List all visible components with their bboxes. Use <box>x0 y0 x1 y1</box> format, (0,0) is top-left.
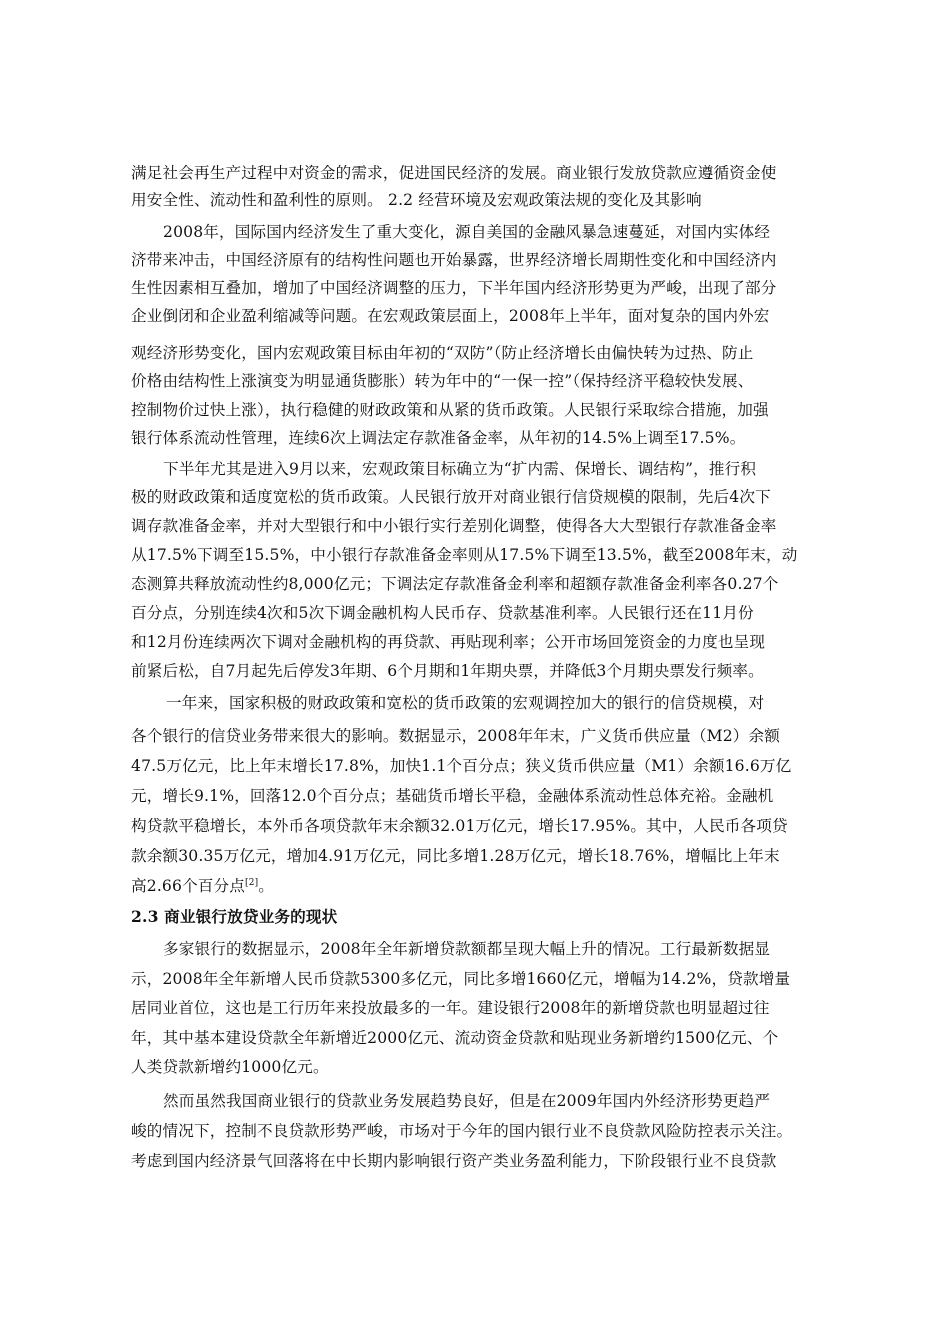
paragraph-3-line-1: 下半年尤其是进入9月以来，宏观政策目标确立为“扩内需、保增长、调结构”，推行积 <box>163 460 757 478</box>
paragraph-2-line-6: 价格由结构性上涨演变为明显通货膨胀）转为年中的“一保一控”（保持经济平稳较快发展、 <box>131 372 754 390</box>
paragraph-4-line-3: 47.5万亿元，比上年末增长17.8%，加快1.1个百分点；狭义货币供应量（M1）余额16.6万亿 <box>131 757 792 775</box>
paragraph-1-line-2: 用安全性、流动性和盈利性的原则。 2.2 经营环境及宏观政策法规的变化及其影响 <box>131 191 702 209</box>
paragraph-2-line-8: 银行体系流动性管理，连续6次上调法定存款准备金率，从年初的14.5%上调至17.5%。 <box>131 429 746 447</box>
paragraph-4-line-1: 一年来，国家积极的财政政策和宽松的货币政策的宏观调控加大的银行的信贷规模，对 <box>166 694 765 712</box>
paragraph-4-line-7-text: 高2.66个百分点 <box>131 877 246 895</box>
paragraph-6-line-2: 峻的情况下，控制不良贷款形势严峻，市场对于今年的国内银行业不良贷款风险防控表示关注。 <box>131 1122 793 1140</box>
paragraph-5-line-5: 人类贷款新增约1000亿元。 <box>131 1058 329 1076</box>
paragraph-3-line-6: 百分点，分别连续4次和5次下调金融机构人民币存、贷款基准利率。人民银行还在11月份 <box>131 604 754 622</box>
paragraph-3-line-4: 从17.5%下调至15.5%，中小银行存款准备金率则从17.5%下调至13.5%，截至2008年末，动 <box>131 546 798 564</box>
paragraph-5-line-1: 多家银行的数据显示，2008年全年新增贷款额都呈现大幅上升的情况。工行最新数据显 <box>163 940 771 958</box>
citation-marker: [2] <box>245 877 259 888</box>
paragraph-5-line-4: 年，其中基本建设贷款全年新增近2000亿元、流动资金贷款和贴现业务新增约1500亿元、个 <box>131 1029 779 1047</box>
paragraph-3-line-5: 态测算共释放流动性约8,000亿元；下调法定存款准备金利率和超额存款准备金利率各0.27个 <box>131 575 779 593</box>
section-heading-2-3: 2.3 商业银行放贷业务的现状 <box>131 907 338 926</box>
paragraph-3-line-7: 和12月份连续两次下调对金融机构的再贷款、再贴现利率；公开市场回笼资金的力度也呈现 <box>131 633 766 651</box>
paragraph-4-line-2: 各个银行的信贷业务带来很大的影响。数据显示，2008年年末，广义货币供应量（M2）余额 <box>131 727 780 745</box>
paragraph-3-line-8: 前紧后松，自7月起先后停发3年期、6个月期和1年期央票，并降低3个月期央票发行频率。 <box>131 662 764 680</box>
paragraph-2-line-5: 观经济形势变化，国内宏观政策目标由年初的“双防”（防止经济增长由偏快转为过热、防止 <box>131 344 754 362</box>
paragraph-6-line-3: 考虑到国内经济景气回落将在中长期内影响银行资产类业务盈利能力，下阶段银行业不良贷款 <box>131 1152 777 1170</box>
paragraph-2-line-2: 济带来冲击，中国经济原有的结构性问题也开始暴露，世界经济增长周期性变化和中国经济内 <box>131 251 777 269</box>
paragraph-5-line-3: 居同业首位，这也是工行历年来投放最多的一年。建设银行2008年的新增贷款也明显超过往 <box>131 999 770 1017</box>
paragraph-4-line-4: 元，增长9.1%，回落12.0个百分点；基础货币增长平稳，金融体系流动性总体充裕。金融机 <box>131 787 774 805</box>
paragraph-2-line-3: 生性因素相互叠加，增加了中国经济调整的压力，下半年国内经济形势更为严峻，出现了部分 <box>131 279 777 297</box>
paragraph-6-line-1: 然而虽然我国商业银行的贷款业务发展趋势良好，但是在2009年国内外经济形势更趋严 <box>163 1092 771 1110</box>
paragraph-4-line-5: 构贷款平稳增长，本外币各项贷款年末余额32.01万亿元，增长17.95%。其中，人民币各项贷 <box>131 817 788 835</box>
paragraph-2-line-4: 企业倒闭和企业盈利缩减等问题。在宏观政策层面上，2008年上半年，面对复杂的国内外宏 <box>131 307 770 325</box>
paragraph-3-line-3: 调存款准备金率，并对大型银行和中小银行实行差别化调整，使得各大大型银行存款准备金率 <box>131 517 777 535</box>
paragraph-4-line-6: 款余额30.35万亿元，增加4.91万亿元，同比多增1.28万亿元，增长18.76%，增幅比上年末 <box>131 847 780 865</box>
paragraph-4-line-7-tail: 。 <box>258 877 274 895</box>
paragraph-1-line-1: 满足社会再生产过程中对资金的需求，促进国民经济的发展。商业银行发放贷款应遵循资金使 <box>131 164 777 182</box>
paragraph-3-line-2: 极的财政政策和适度宽松的货币政策。人民银行放开对商业银行信贷规模的限制，先后4次下 <box>131 488 771 506</box>
paragraph-5-line-2: 示，2008年全年新增人民币贷款5300多亿元，同比多增1660亿元，增幅为14.2%，贷款增量 <box>131 970 791 988</box>
paragraph-2-line-1: 2008年，国际国内经济发生了重大变化，源自美国的金融风暴急速蔓延，对国内实体经 <box>163 223 771 241</box>
paragraph-2-line-7: 控制物价过快上涨），执行稳健的财政政策和从紧的货币政策。人民银行采取综合措施，加强 <box>131 401 769 419</box>
paragraph-4-line-7 <box>131 876 274 896</box>
